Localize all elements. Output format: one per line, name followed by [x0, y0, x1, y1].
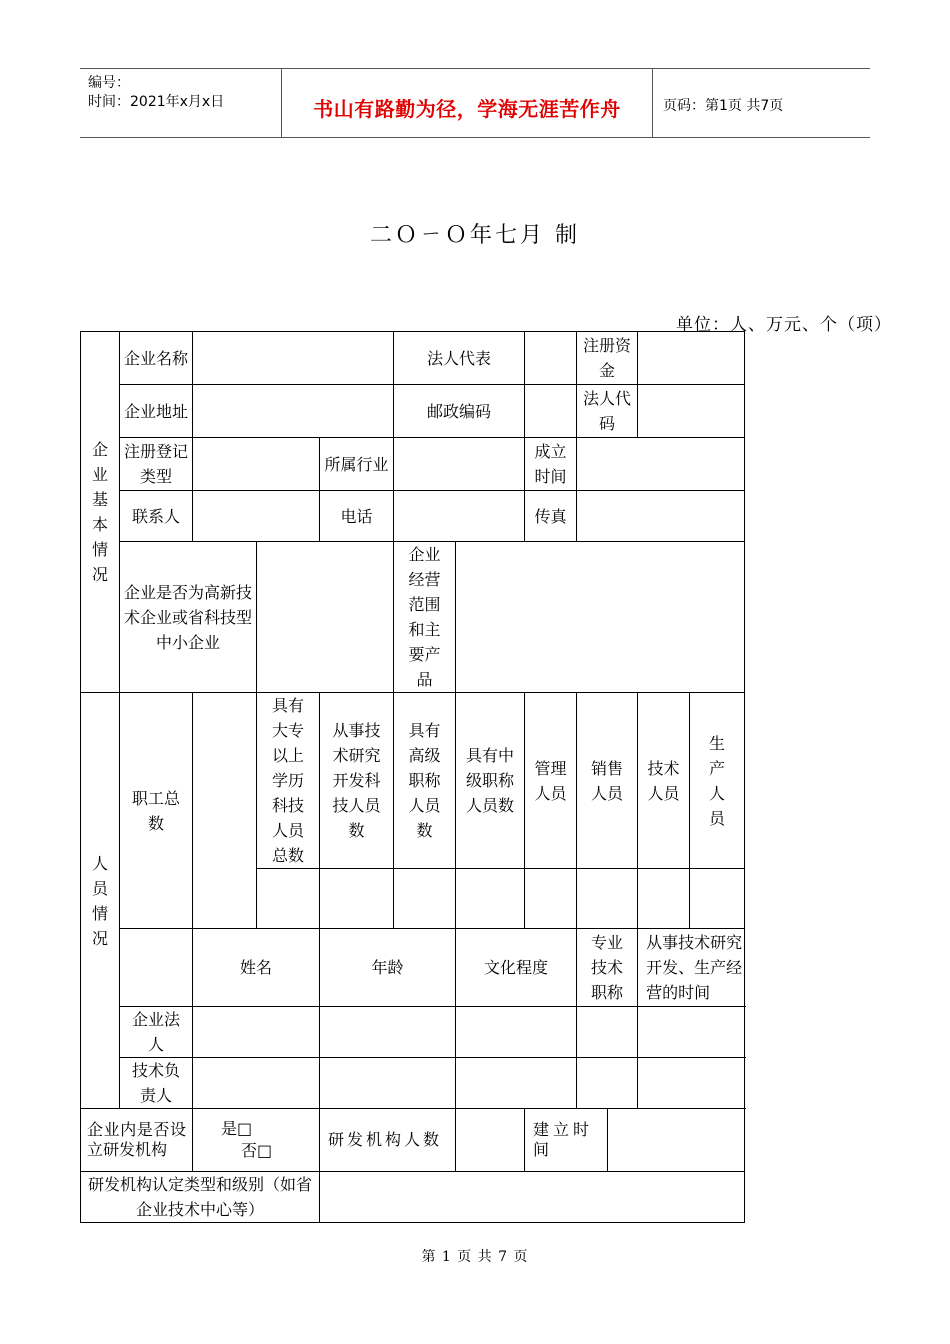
- mid-title-label: 具有中级职称人员数: [456, 693, 525, 869]
- number-label: 编号：: [88, 75, 130, 91]
- rd-inst-yes-no[interactable]: [193, 1109, 320, 1172]
- contact-field[interactable]: [193, 491, 320, 542]
- college-staff-label: 具有大专以上学历科技人员总数: [257, 693, 320, 869]
- name-label: 姓名: [193, 929, 320, 1007]
- time-label: 时间：2021年x月x日: [88, 94, 225, 110]
- total-staff-label: 职工总数: [120, 693, 193, 929]
- legal-person-time[interactable]: [638, 1007, 745, 1058]
- legal-code-field[interactable]: [638, 385, 745, 438]
- scope-label: 企业经营范围和主要产品: [394, 542, 456, 693]
- legal-person-age[interactable]: [320, 1007, 456, 1058]
- prod-label: 生产人员: [690, 693, 745, 869]
- rd-staff-field[interactable]: [320, 869, 394, 929]
- sales-field[interactable]: [577, 869, 638, 929]
- page-label: 页码：第1页 共7页: [663, 98, 784, 114]
- legal-code-label: 法人代码: [577, 385, 638, 438]
- sales-label: 销售人员: [577, 693, 638, 869]
- postal-code-label: 邮政编码: [394, 385, 525, 438]
- unit-label: 单位：人、万元、个（项）: [676, 315, 892, 335]
- page-footer: 第 1 页 共 7 页: [421, 1249, 529, 1265]
- legal-rep-label: 法人代表: [394, 332, 525, 385]
- document-date: 二ＯㄧＯ年七月 制: [370, 223, 580, 248]
- enterprise-form-table: [80, 331, 745, 1223]
- college-staff-field[interactable]: [257, 869, 320, 929]
- address-label: 企业地址: [120, 385, 193, 438]
- header-page-cell: [653, 69, 870, 137]
- phone-field[interactable]: [394, 491, 525, 542]
- page-header: [80, 68, 870, 138]
- prod-field[interactable]: [690, 869, 745, 929]
- no-checkbox[interactable]: 否□: [241, 1141, 273, 1160]
- registered-capital-field[interactable]: [638, 332, 745, 385]
- rd-inst-question: 企业内是否设立研发机构: [81, 1109, 193, 1172]
- est-time-label: 建立时间: [525, 1109, 608, 1172]
- header-motto-cell: [282, 69, 653, 137]
- tech-lead-age[interactable]: [320, 1058, 456, 1109]
- founded-field[interactable]: [577, 438, 745, 491]
- motto: 书山有路勤为径，学海无涯苦作舟: [313, 97, 621, 121]
- industry-label: 所属行业: [320, 438, 394, 491]
- rd-inst-type-field[interactable]: [320, 1172, 745, 1223]
- yes-checkbox[interactable]: 是□: [221, 1119, 253, 1138]
- enterprise-name-label: 企业名称: [120, 332, 193, 385]
- legal-person-name[interactable]: [193, 1007, 320, 1058]
- postal-code-field[interactable]: [525, 385, 577, 438]
- pro-title-label: 专业技术职称: [577, 929, 638, 1007]
- fax-label: 传真: [525, 491, 577, 542]
- industry-field[interactable]: [394, 438, 525, 491]
- person-header-blank: [120, 929, 193, 1007]
- enterprise-name-field[interactable]: [193, 332, 394, 385]
- rd-inst-type-label: 研发机构认定类型和级别（如省企业技术中心等）: [81, 1172, 320, 1223]
- reg-type-field[interactable]: [193, 438, 320, 491]
- tech-lead-title[interactable]: [577, 1058, 638, 1109]
- est-time-field[interactable]: [608, 1109, 745, 1172]
- reg-type-label: 注册登记类型: [120, 438, 193, 491]
- legal-person-label: 企业法人: [120, 1007, 193, 1058]
- education-label: 文化程度: [456, 929, 577, 1007]
- rd-inst-count-field[interactable]: [456, 1109, 525, 1172]
- senior-title-field[interactable]: [394, 869, 456, 929]
- tech-lead-name[interactable]: [193, 1058, 320, 1109]
- mgmt-field[interactable]: [525, 869, 577, 929]
- section-personnel-label: 人员情况: [81, 693, 120, 1109]
- tech-lead-time[interactable]: [638, 1058, 745, 1109]
- contact-label: 联系人: [120, 491, 193, 542]
- mid-title-field[interactable]: [456, 869, 525, 929]
- high-tech-question: 企业是否为高新技术企业或省科技型中小企业: [120, 542, 257, 693]
- total-staff-field[interactable]: [193, 693, 257, 929]
- founded-label: 成立时间: [525, 438, 577, 491]
- senior-title-label: 具有高级职称人员数: [394, 693, 456, 869]
- rd-staff-label: 从事技术研究开发科技人员数: [320, 693, 394, 869]
- tech-label: 技术人员: [638, 693, 690, 869]
- rd-inst-count-label: 研发机构人数: [320, 1109, 456, 1172]
- section-basic-label: 企业基本情况: [81, 332, 120, 693]
- tech-lead-label: 技术负责人: [120, 1058, 193, 1109]
- registered-capital-label: 注册资金: [577, 332, 638, 385]
- mgmt-label: 管理人员: [525, 693, 577, 869]
- legal-rep-field[interactable]: [525, 332, 577, 385]
- phone-label: 电话: [320, 491, 394, 542]
- fax-field[interactable]: [577, 491, 745, 542]
- high-tech-field[interactable]: [257, 542, 394, 693]
- header-meta: [80, 69, 282, 137]
- address-field[interactable]: [193, 385, 394, 438]
- scope-field[interactable]: [456, 542, 745, 693]
- tech-field[interactable]: [638, 869, 690, 929]
- rd-time-label: 从事技术研究开发、生产经营的时间: [638, 929, 745, 1007]
- tech-lead-education[interactable]: [456, 1058, 577, 1109]
- age-label: 年龄: [320, 929, 456, 1007]
- legal-person-title[interactable]: [577, 1007, 638, 1058]
- legal-person-education[interactable]: [456, 1007, 577, 1058]
